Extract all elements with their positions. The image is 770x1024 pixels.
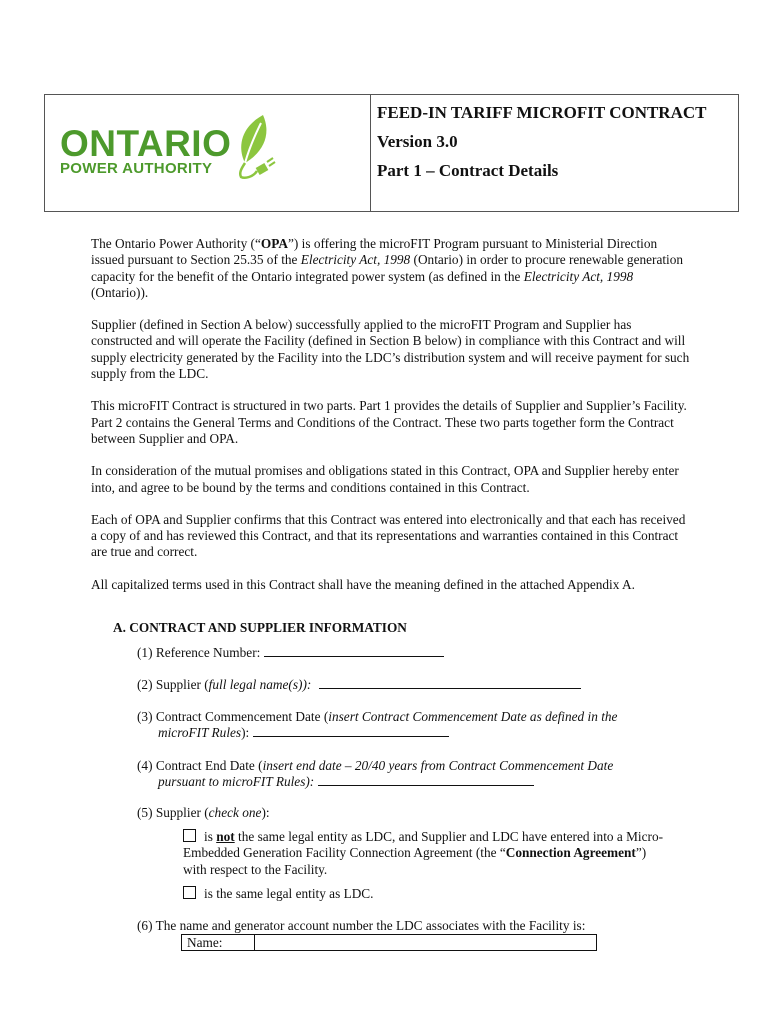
opt1-text-e: ”) with respect to the Facility.	[183, 845, 647, 877]
option-same-entity	[183, 886, 673, 902]
item6-number: (6)	[137, 918, 153, 933]
opt1-not-bold: not	[216, 829, 235, 844]
item4-italic-1: insert end date – 20/40 years from Contract Commencement Date	[262, 758, 614, 773]
opt2-text: is the same legal entity as LDC.	[204, 886, 374, 901]
item-supplier-check	[137, 805, 270, 821]
p1-text-c: ”) is offering the microFIT Program pursuant to Ministerial Direction issued pursuant to Section 25.35 of the	[91, 236, 658, 268]
name-table	[181, 934, 597, 951]
name-field[interactable]	[255, 935, 596, 950]
name-label: Name:	[182, 935, 255, 950]
intro-content	[91, 236, 691, 609]
item2-label: Supplier (	[155, 677, 209, 692]
contract-title: FEED-IN TARIFF MICROFIT CONTRACT	[377, 103, 707, 122]
not-same-entity-checkbox[interactable]	[183, 829, 196, 842]
item1-number: (1)	[137, 645, 153, 660]
item-commencement-date	[137, 709, 617, 742]
intro-paragraph-5: Each of OPA and Supplier confirms that this Contract was entered into electronically and that each has received a copy of and has reviewed this Contract, and that its representations and warranties contained in this Contract are true and correct.	[91, 511, 686, 560]
item2-number: (2)	[137, 677, 153, 692]
item3-italic-1: insert Contract Commencement Date as defined in the	[328, 709, 618, 724]
intro-paragraph-1	[91, 236, 691, 301]
supplier-name-field[interactable]	[319, 677, 581, 689]
intro-paragraph-3: This microFIT Contract is structured in two parts. Part 1 provides the details of Supplier and Supplier’s Facility. Part 2 contains the General Terms and Conditions of the Contract. These two parts together form the Contract between Supplier and OPA.	[91, 398, 687, 446]
item3-italic-2: microFIT Rules	[158, 725, 242, 741]
logo-cell	[45, 95, 371, 211]
logo-power-authority-text: POWER AUTHORITY	[60, 160, 213, 177]
item2-italic: full legal name(s)):	[208, 677, 312, 692]
item-ldc-account	[137, 918, 585, 934]
option-not-same-entity	[183, 829, 673, 878]
p1-act-italic-1: Electricity Act, 1998	[300, 252, 411, 268]
item5-label: Supplier (	[155, 805, 209, 820]
intro-paragraph-4: In consideration of the mutual promises and obligations stated in this Contract, OPA and Supplier hereby enter into, and agree to be bound by the terms and conditions contained in this Contract.	[91, 463, 679, 495]
opt1-text-c: the same legal entity as LDC, and Supplier and LDC have entered into a Micro-Embedded Generation Facility Connection Agreement (the “	[183, 829, 664, 861]
item-reference-number	[137, 645, 444, 661]
contract-part: Part 1 – Contract Details	[377, 161, 559, 180]
opt1-text-a: is	[204, 829, 217, 844]
item3-number: (3)	[137, 709, 153, 724]
item5-italic: check one	[208, 805, 262, 820]
item4-italic-2: pursuant to microFIT Rules):	[158, 774, 315, 790]
commencement-date-field[interactable]	[253, 725, 449, 737]
item5-tail: ):	[261, 805, 270, 820]
item5-number: (5)	[137, 805, 153, 820]
p1-text-g: (Ontario)).	[91, 284, 149, 300]
leaf-plug-icon	[227, 111, 287, 181]
intro-paragraph-2: Supplier (defined in Section A below) successfully applied to the microFIT Program and Supplier has constructed and will operate the Facility (defined in Section B below) in compliance with this Contract and will supply electricity generated by the Facility into the LDC’s distribution system and will receive payment for such supply from the LDC.	[91, 317, 690, 382]
item4-number: (4)	[137, 758, 153, 773]
opt1-connection-agreement-bold: Connection Agreement	[505, 845, 636, 861]
p1-text-a: The Ontario Power Authority (“	[91, 236, 261, 251]
section-a-heading: A. CONTRACT AND SUPPLIER INFORMATION	[113, 620, 407, 635]
item1-label: Reference Number:	[155, 645, 261, 660]
same-entity-checkbox[interactable]	[183, 886, 196, 899]
p1-opa-bold: OPA	[260, 236, 288, 251]
item6-label: The name and generator account number the LDC associates with the Facility is:	[155, 918, 586, 933]
p1-text-e: (Ontario) in order to procure renewable generation capacity for the benefit of the Ontario integrated power system (as defined in the	[91, 252, 684, 284]
item-supplier-name	[137, 677, 581, 693]
end-date-field[interactable]	[318, 774, 534, 786]
item4-label: Contract End Date (	[155, 758, 263, 773]
contract-version: Version 3.0	[377, 132, 458, 151]
item3-tail: ):	[241, 725, 250, 741]
logo-ontario-text: ONTARIO	[60, 123, 232, 164]
p1-act-italic-2: Electricity Act, 1998	[523, 268, 634, 284]
item-end-date	[137, 758, 613, 791]
contract-header-box	[44, 94, 739, 212]
title-cell	[371, 95, 738, 211]
reference-number-field[interactable]	[264, 645, 444, 657]
item3-label: Contract Commencement Date (	[155, 709, 329, 724]
intro-paragraph-6: All capitalized terms used in this Contract shall have the meaning defined in the attached Appendix A.	[91, 576, 635, 592]
